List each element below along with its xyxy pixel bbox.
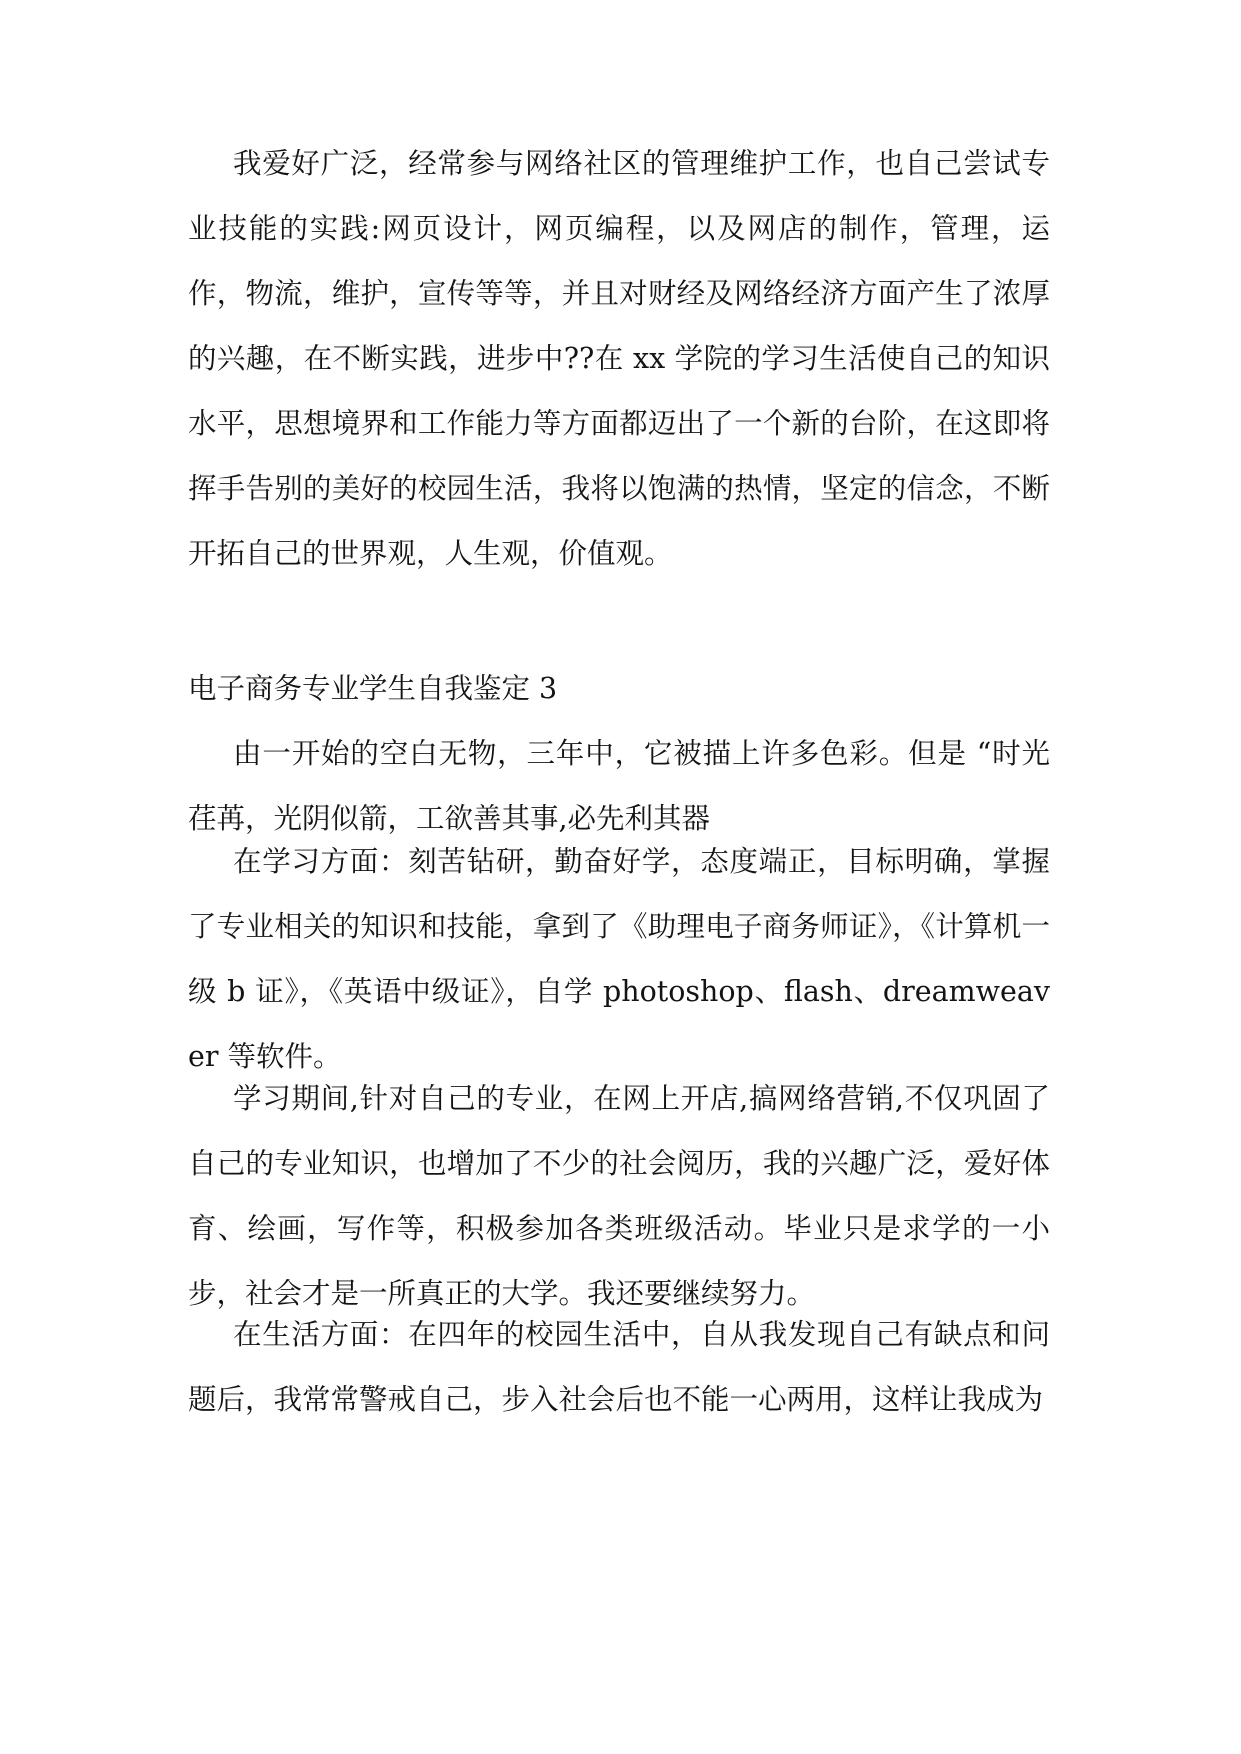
paragraph-study-period: 学习期间,针对自己的专业，在网上开店,搞网络营销,不仅巩固了自己的专业知识，也增加了不少的社会阅历，我的兴趣广泛，爱好体育、绘画，写作等，积极参加各类班级活动。毕业只是求学的一小步，社会才是一所真正的大学。我还要继续努力。 (188, 1082, 1050, 1310)
section-title: 电子商务专业学生自我鉴定 3 (188, 672, 558, 705)
paragraph-intro: 由一开始的空白无物，三年中，它被描上许多色彩。但是 “时光荏苒，光阴似箭，工欲善其事,必先利其器 (188, 737, 1050, 835)
paragraph-life: 在生活方面：在四年的校园生活中，自从我发现自己有缺点和问题后，我常常警戒自己，步入社会后也不能一心两用，这样让我成为 (188, 1318, 1050, 1416)
paragraph-study: 在学习方面：刻苦钻研，勤奋好学，态度端正，目标明确，掌握了专业相关的知识和技能，拿到了《助理电子商务师证》，《计算机一级 b 证》，《英语中级证》，自学 photoshop、flash、dreamweaver 等软件。 (188, 845, 1050, 1073)
continuation-paragraph: 我爱好广泛，经常参与网络社区的管理维护工作，也自己尝试专业技能的实践:网页设计，网页编程，以及网店的制作，管理，运作，物流，维护，宣传等等，并且对财经及网络经济方面产生了浓厚的兴趣，在不断实践，进步中??在 xx 学院的学习生活使自己的知识水平，思想境界和工作能力等方面都迈出了一个新的台阶，在这即将挥手告别的美好的校园生活，我将以饱满的热情，坚定的信念，不断开拓自己的世界观，人生观，价值观。 (188, 147, 1050, 570)
